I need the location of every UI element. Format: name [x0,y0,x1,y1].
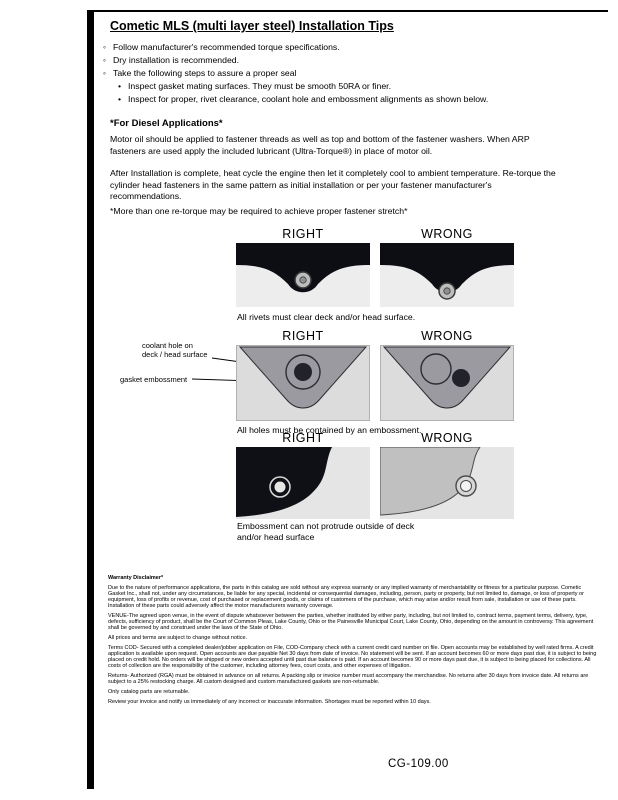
warranty-disclaimer-heading: Warranty Disclaimer* [108,575,164,581]
legal-section [108,575,600,708]
diesel-paragraph-2: After Installation is complete, heat cycle the engine then let it completely cool to ambient temperature. Re-torque the cylinder head fasteners in the same pattern as initial installation or per your fastener manufacturer's recommendations. [110,168,556,201]
right-label-row3: RIGHT [282,431,324,445]
caption-holes: All holes must be contained by an embossment. [237,425,422,435]
page-title: Cometic MLS (multi layer steel) Installation Tips [110,19,394,33]
list-item [103,67,593,80]
diagram-protrude-wrong [380,447,514,519]
caption-line: Embossment can not protrude outside of deck [237,521,415,531]
tip-text: Inspect gasket mating surfaces. They must be smooth 50RA or finer. [128,81,392,91]
retorque-note: *More than one re-torque may be required to achieve proper fastener stretch* [110,206,408,216]
page-border-top [88,10,608,12]
diagram-embossment-wrong [380,345,514,421]
page-border-left [87,10,94,789]
list-item [103,80,593,93]
legal-paragraph: Due to the nature of performance applications, the parts in this catalog are sold without any express warranty or any implied warranty of merchantability or fitness for a particular purpose. Cometic Gasket Inc., shall not, under any circumstances, be liable for any special, incidental or consequential damages, including, person, party or property, but not limited to, damage, or loss of property or equipment, loss of profits or revenue, cost of purchased or replacement goods, or claims of customers of the purchase, which may arise and/or result from sale, installation or use of these parts. Installation of these parts could adversely affect the motor manufacturers warranty coverage. [108,584,584,610]
tip-text: Inspect for proper, rivet clearance, coolant hole and embossment alignments as shown below. [128,94,489,104]
diesel-applications-heading: *For Diesel Applications* [110,118,223,129]
bullet-icon: ◦ [103,42,107,52]
callout-gasket-embossment: gasket embossment [120,375,188,384]
diagram-embossment-right [236,345,370,421]
list-item [103,41,593,54]
tip-text: Dry installation is recommended. [113,55,240,65]
wrong-label-row2: WRONG [421,329,473,343]
legal-paragraph: Only catalog parts are returnable. [108,689,190,696]
legal-paragraph: Review your invoice and notify us immediately of any incorrect or inaccurate information. Shortages must be reported within 10 days. [108,698,431,705]
right-label-row2: RIGHT [282,329,324,343]
page-code: CG-109.00 [388,758,449,770]
right-label-row1: RIGHT [282,227,324,241]
caption-line: and/or head surface [237,531,315,542]
bullet-icon: • [118,94,122,104]
callout-line: deck / head surface [142,350,208,359]
legal-paragraph: Terms COD- Secured with a completed dealer/jobber application on File, COD-Company check with a current credit card number on file. Open accounts may be established by well rated firms. A credit application is available upon request. Open accounts are due payable Net 30 days from date of invoice. No statement will be sent. If an account becomes 60 or more days past due, it is subject to being placed on credit hold. No orders will be shipped or new orders accepted until past due balance is paid. If an account becomes 90 or more days past due, it is subject to being placed for collections. All costs of collection are the responsibility of the customer, including attorney fees, court costs, and other expenses of litigation. [108,644,597,670]
installation-tips-list [103,41,593,106]
diagram-rivet-right [236,243,370,307]
wrong-label-row3: WRONG [421,431,473,445]
callout-line: coolant hole on [142,341,193,350]
bullet-icon: ◦ [103,55,107,65]
bullet-icon: • [118,81,122,91]
legal-paragraph: VENUE-The agreed upon venue, in the event of dispute whatsoever between the parties, whether instituted by either party, including, but not limited to, contract terms, payment terms, delivery, type, defects, sufficiency of product, shall be the Court of Common Pleas, Lake County, Ohio or the Painesville Municipal Court, Lake County, Ohio, depending on the amount in controversy. This agreement shall be governed by and construed under the laws of the State of Ohio. [108,613,594,632]
tip-text: Take the following steps to assure a proper seal [113,68,297,78]
legal-paragraph: All prices and terms are subject to change without notice. [108,635,248,642]
list-item [103,93,593,106]
diagram-rivet-wrong [380,243,514,307]
tip-text: Follow manufacturer's recommended torque specifications. [113,42,340,52]
diesel-paragraph-1: Motor oil should be applied to fastener threads as well as top and bottom of the fastener washers. When ARP fasteners are used apply the included lubricant (Ultra-Torque®) in place of motor oil. [110,134,530,156]
caption-protrude [237,521,414,542]
caption-rivets: All rivets must clear deck and/or head surface. [237,312,416,322]
diagram-protrude-right [236,447,370,519]
bullet-icon: ◦ [103,68,107,78]
legal-paragraph: Returns- Authorized (RGA) must be obtained in advance on all returns. A packing slip or invoice number must accompany the merchandise. No returns after 30 days from invoice date. All returns are subject to a 25% restocking charge. All custom designed and custom manufactured gaskets are non-returnable. [108,673,589,686]
list-item [103,54,593,67]
wrong-label-row1: WRONG [421,227,473,241]
